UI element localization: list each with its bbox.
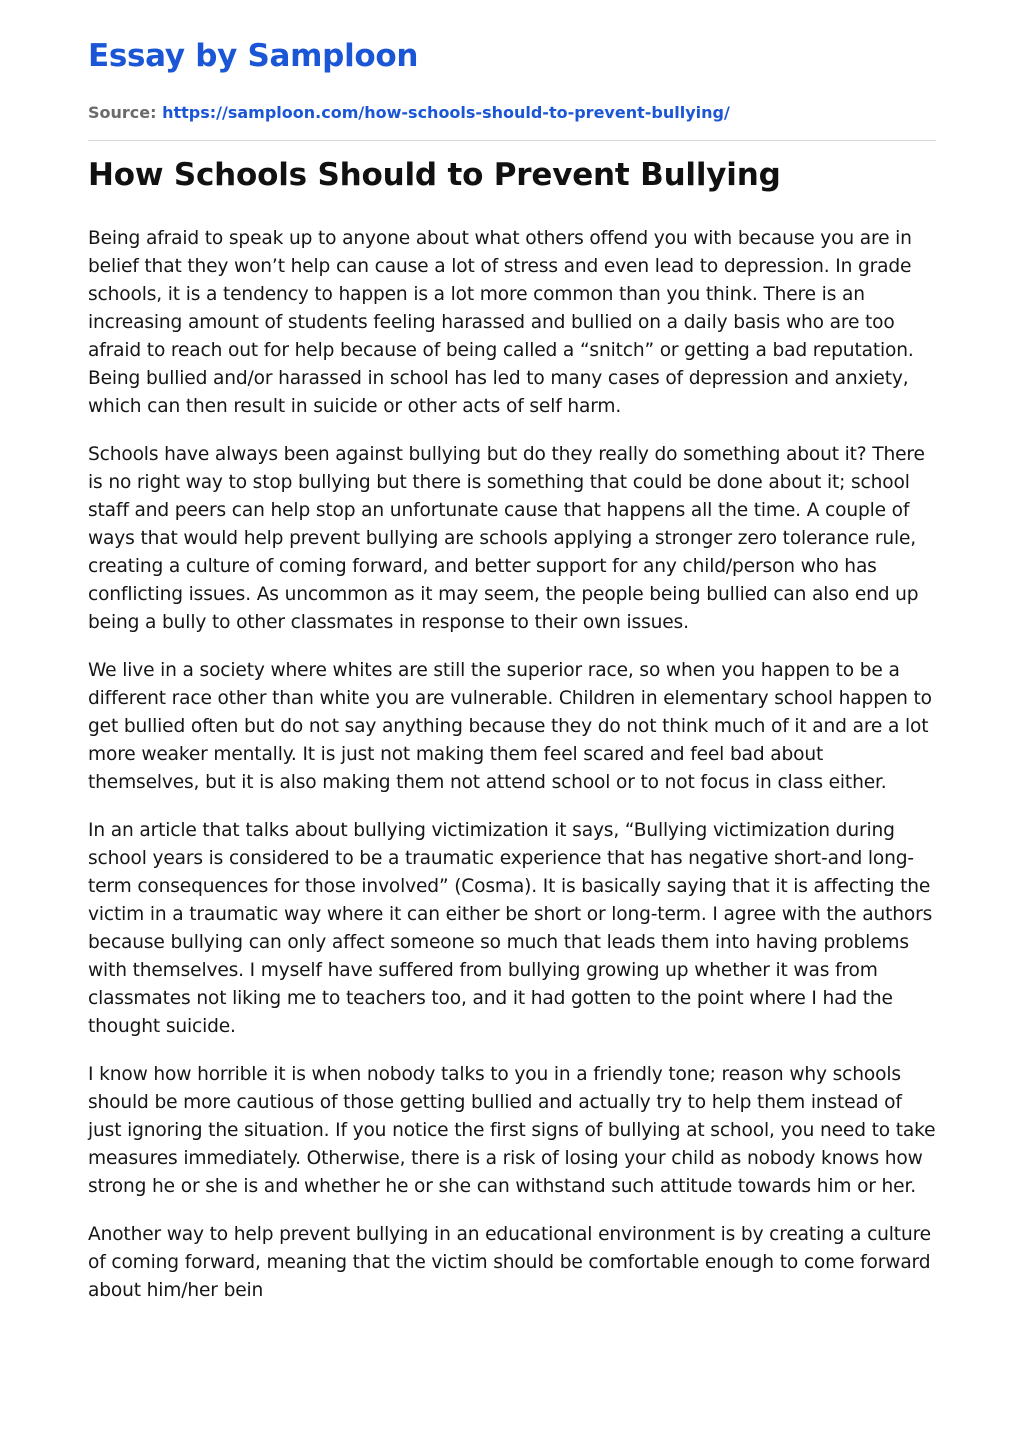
essay-title: How Schools Should to Prevent Bullying xyxy=(88,157,781,193)
essay-paragraph-3: We live in a society where whites are still the superior race, so when you happen to be a different race other than white you are vulnerable. Children in elementary school happen to get bullied often but do not say anything because they do not think much of it and are a lot more weaker mentally. It is just not making them feel scared and feel bad about themselves, but it is also making them not attend school or to not focus in class either. xyxy=(88,660,932,793)
document-page xyxy=(88,0,936,1305)
source-line xyxy=(88,102,936,124)
essay-paragraph-6: Another way to help prevent bullying in an educational environment is by creating a culture of coming forward, meaning that the victim should be comfortable enough to come forward about him/her bein xyxy=(88,1224,931,1301)
essay-paragraph-4: In an article that talks about bullying victimization it says, “Bullying victimization during school years is considered to be a traumatic experience that has negative short-and long-term consequences for those involved” (Cosma). It is basically saying that it is affecting the victim in a traumatic way where it can either be short or long-term. I agree with the authors because bullying can only affect someone so much that leads them into having problems with themselves. I myself have suffered from bullying growing up whether it was from classmates not liking me to teachers too, and it had gotten to the point where I had the thought suicide. xyxy=(88,820,933,1037)
source-label: Source: xyxy=(88,103,157,122)
header-divider xyxy=(88,140,936,141)
brand-title: Essay by Samploon xyxy=(88,38,419,74)
essay-paragraph-1: Being afraid to speak up to anyone about what others offend you with because you are in belief that they won’t help can cause a lot of stress and even lead to depression. In grade schools, it is a tendency to happen is a lot more common than you think. There is an increasing amount of students feeling harassed and bullied on a daily basis who are too afraid to reach out for help because of being called a “snitch” or getting a bad reputation. Being bullied and/or harassed in school has led to many cases of depression and anxiety, which can then result in suicide or other acts of self harm. xyxy=(88,228,914,417)
essay-paragraph-2: Schools have always been against bullying but do they really do something about it? There is no right way to stop bullying but there is something that could be done about it; school staff and peers can help stop an unfortunate cause that happens all the time. A couple of ways that would help prevent bullying are schools applying a stronger zero tolerance rule, creating a culture of coming forward, and better support for any child/person who has conflicting issues. As uncommon as it may seem, the people being bullied can also end up being a bully to other classmates in response to their own issues. xyxy=(88,444,925,633)
essay-body xyxy=(88,225,936,1305)
essay-paragraph-5: I know how horrible it is when nobody talks to you in a friendly tone; reason why schools should be more cautious of those getting bullied and actually try to help them instead of just ignoring the situation. If you notice the first signs of bullying at school, you need to take measures immediately. Otherwise, there is a risk of losing your child as nobody knows how strong he or she is and whether he or she can withstand such attitude towards him or her. xyxy=(88,1064,936,1197)
source-link[interactable]: https://samploon.com/how-schools-should-to-prevent-bullying/ xyxy=(162,103,730,122)
